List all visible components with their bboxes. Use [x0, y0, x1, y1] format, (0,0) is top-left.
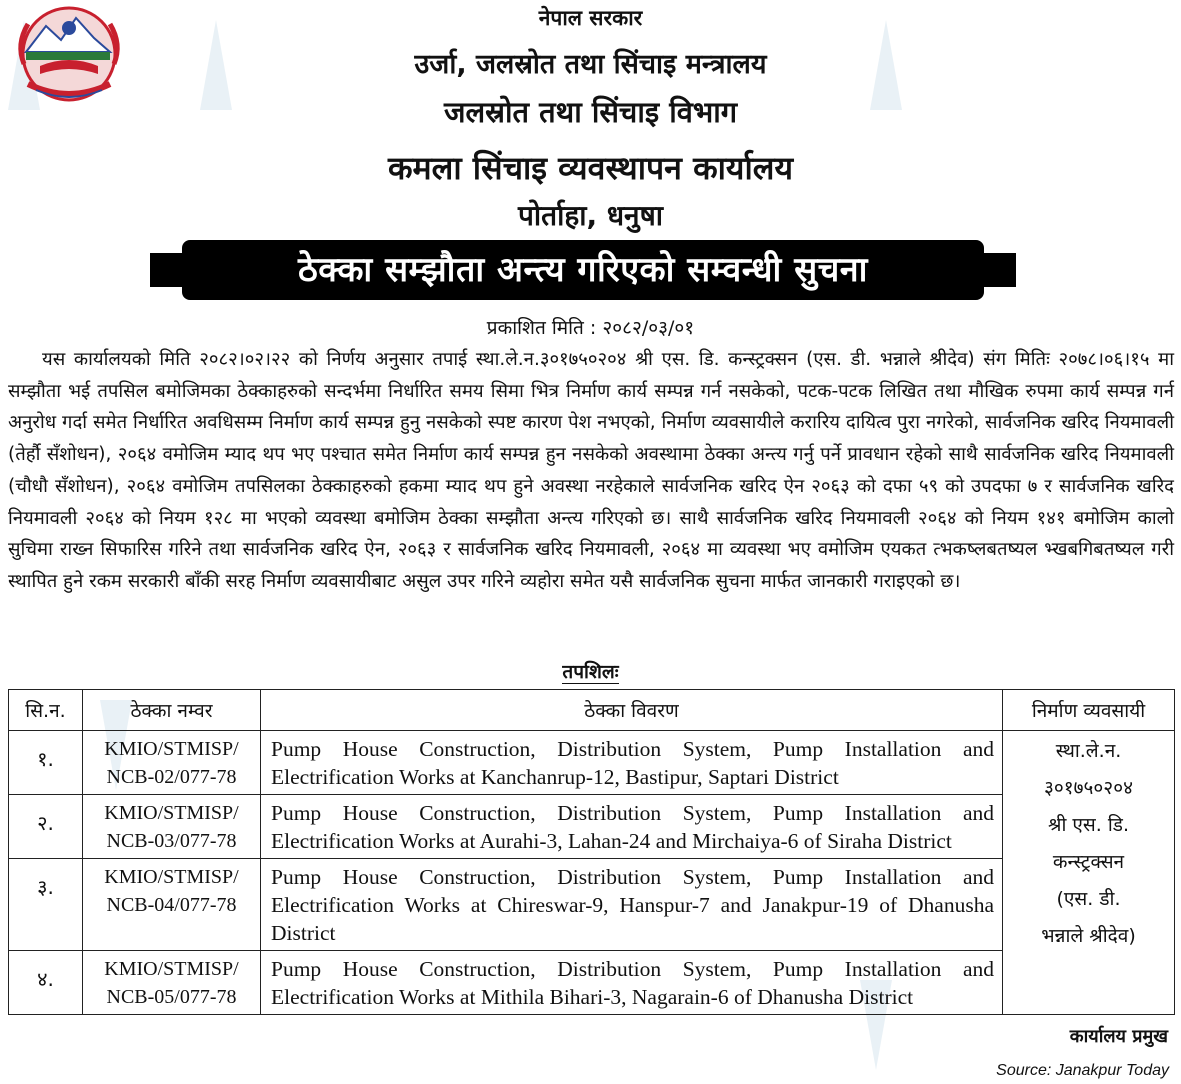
contract-description: Pump House Construction, Distribution System, Pump Installation and Electrification Works at Aurahi-3, Lahan-24 and Mirchaiya-6 of Siraha District [261, 795, 1003, 859]
serial-number: २. [9, 795, 83, 859]
notice-title: ठेक्का सम्झौता अन्त्य गरिएको सम्वन्धी सुचना [298, 250, 868, 290]
contractor-line: कन्स्ट्रक्सन [1052, 851, 1125, 873]
contract-description: Pump House Construction, Distribution System, Pump Installation and Electrification Works at Mithila Bihari-3, Nagarain-6 of Dhanusha District [261, 951, 1003, 1015]
department-name: जलस्रोत तथा सिंचाइ विभाग [443, 95, 738, 129]
notice-title-banner [150, 240, 1016, 300]
table-header-row [9, 690, 1175, 731]
serial-number: ३. [9, 859, 83, 951]
contracts-table [8, 689, 1175, 1015]
header-contract-number: ठेक्का नम्वर [83, 690, 261, 731]
office-location: पोर्ताहा, धनुषा [517, 199, 664, 232]
table-row [9, 951, 1175, 1015]
table-row [9, 795, 1175, 859]
serial-number: ४. [9, 951, 83, 1015]
table-row [9, 859, 1175, 951]
table-row [9, 731, 1175, 795]
contractor-line: भन्नाले श्रीदेव) [1041, 925, 1136, 947]
source-credit: Source: Janakpur Today [996, 1062, 1169, 1079]
contract-number: KMIO/STMISP/ NCB-04/077-78 [83, 859, 261, 951]
contract-description: Pump House Construction, Distribution System, Pump Installation and Electrification Works at Chireswar-9, Hanspur-7 and Janakpur-19 of Dhanusha District [261, 859, 1003, 951]
contract-number: KMIO/STMISP/ NCB-02/077-78 [83, 731, 261, 795]
contractor-line: ३०१७५०२०४ [1044, 777, 1133, 799]
notice-body: यस कार्यालयको मिति २०८२।०२।२२ को निर्णय अनुसार तपाई स्था.ले.न.३०१७५०२०४ श्री एस. डि. कन्स्ट्रक्सन (एस. डी. भन्नाले श्रीदेव) संग मितिः २०७८।०६।१५ मा सम्झौता भई तपसिल बमोजिमका ठेक्काहरुको सन्दर्भमा निर्धारित समय सिमा भित्र निर्माण कार्य सम्पन्न गर्न नसकेको, पटक-पटक लिखित तथा मौखिक रुपमा कार्य सम्पन्न गर्न अनुरोध गर्दा समेत निर्धारित अवधिसम्म निर्माण कार्य सम्पन्न हुनु नसकेको स्पष्ट कारण पेश नभएको, निर्माण व्यवसायीले करारिय दायित्व पुरा नगरेको, सार्वजनिक खरिद नियमावली (तेर्हौ सँशोधन), २०६४ वमोजिम म्याद थप भए पश्चात समेत निर्माण कार्य सम्पन्न हुन नसकेको अवस्थामा ठेक्का अन्त्य गर्नु पर्ने प्रावधान रहेको साथै सार्वजनिक खरिद नियमावली (चौधौ सँशोधन), २०६४ वमोजिम तपसिलका ठेक्काहरुको हकमा म्याद थप हुने अवस्था नरहेकाले सार्वजनिक खरिद ऐन २०६३ को दफा ५९ को उपदफा ७ र सार्वजनिक खरिद नियमावली २०६४ को नियम १२८ मा भएको व्यवस्था बमोजिम ठेक्का सम्झौता अन्त्य गरिएको छ। साथै सार्वजनिक खरिद नियमावली २०६४ को नियम १४१ बमोजिम कालो सुचिमा राख्न सिफारिस गरिने तथा सार्वजनिक खरिद ऐन, २०६३ र सार्वजनिक खरिद नियमावली, २०६४ मा व्यवस्था भए वमोजिम एयकत त्भकष्लबतष्यल भ्खबगिबतष्यल गरी स्थापित हुने रकम सरकारी बाँकी सरह निर्माण व्यवसायीबाट असुल उपर गरिने व्यहोरा समेत यसै सार्वजनिक सुचना मार्फत जानकारी गराइएको छ। [8, 349, 1174, 592]
ministry-name: उर्जा, जलस्रोत तथा सिंचाइ मन्त्रालय [414, 49, 767, 80]
serial-number: १. [9, 731, 83, 795]
list-title [0, 658, 1181, 684]
government-name: नेपाल सरकार [538, 6, 643, 30]
office-chief-signature: कार्यालय प्रमुख [1069, 1026, 1168, 1047]
header-contract-description: ठेक्का विवरण [261, 690, 1003, 731]
contractor-cell [1003, 731, 1175, 1015]
list-title-text: तपशिलः [562, 661, 619, 683]
header-serial: सि.न. [9, 690, 83, 731]
contract-number: KMIO/STMISP/ NCB-03/077-78 [83, 795, 261, 859]
contract-description: Pump House Construction, Distribution System, Pump Installation and Electrification Works at Kanchanrup-12, Bastipur, Saptari District [261, 731, 1003, 795]
published-date: प्रकाशित मिति : २०८२/०३/०१ [486, 317, 695, 339]
contractor-line: श्री एस. डि. [1048, 814, 1129, 836]
office-name: कमला सिंचाइ व्यवस्थापन कार्यालय [387, 149, 794, 187]
contractor-line: (एस. डी. [1056, 888, 1121, 910]
header-contractor: निर्माण व्यवसायी [1003, 690, 1175, 731]
contractor-line: स्था.ले.न. [1055, 740, 1122, 762]
contract-number: KMIO/STMISP/ NCB-05/077-78 [83, 951, 261, 1015]
